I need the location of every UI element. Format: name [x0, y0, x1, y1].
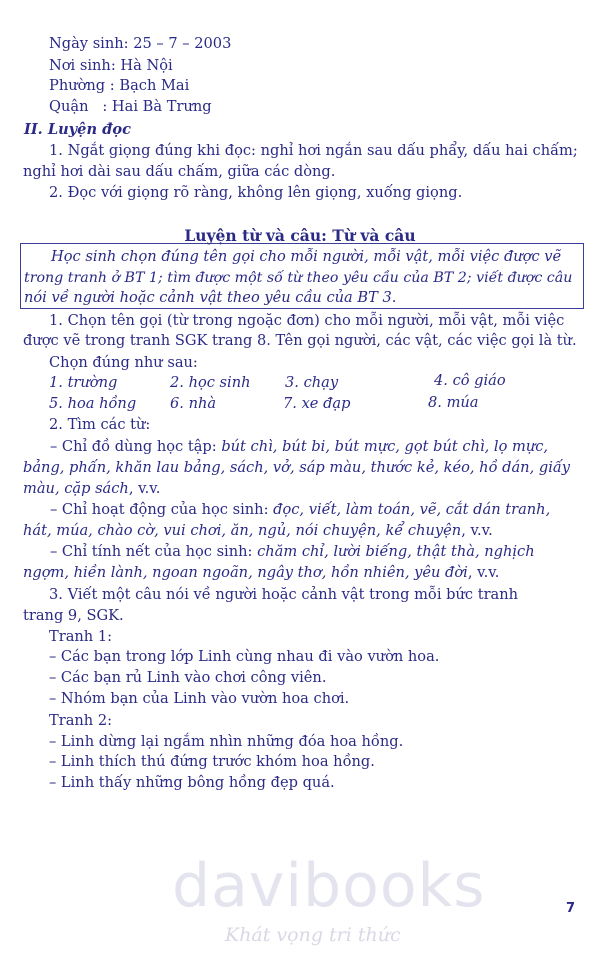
ex1-answer: 4. cô giáo	[434, 372, 506, 389]
ex3-line-2: trang 9, SGK.	[23, 607, 124, 624]
ex2-a-etc: , v.v.	[128, 480, 161, 497]
ex3-picture-2-item: – Linh dừng lại ngắm nhìn những đóa hoa hồng.	[49, 733, 404, 750]
reading-p2: 2. Đọc với giọng rõ ràng, không lên giọng, xuống giọng.	[49, 184, 463, 201]
objective-line-3: nói về người hoặc cảnh vật theo yêu cầu của BT 3.	[24, 289, 397, 306]
ex2-b-etc: , v.v.	[461, 522, 493, 539]
info-ward: Phường : Bạch Mai	[49, 77, 190, 94]
ex2-b-line-1	[50, 503, 550, 518]
objective-box	[20, 243, 584, 309]
reading-heading: II. Luyện đọc	[24, 121, 131, 138]
ex3-picture-1-item: – Nhóm bạn của Linh vào vườn hoa chơi.	[49, 690, 350, 707]
section-title: Luyện từ và câu: Từ và câu	[184, 226, 416, 245]
ex3-picture-1-label: Tranh 1:	[49, 628, 113, 645]
ex2-b-label: – Chỉ hoạt động của học sinh:	[50, 501, 274, 518]
ex3-picture-1-item: – Các bạn rủ Linh vào chơi công viên.	[49, 669, 327, 686]
ex2-c-label: – Chỉ tính nết của học sinh:	[50, 543, 258, 560]
ex2-c-words: chăm chỉ, lười biếng, thật thà, nghịch	[257, 543, 535, 560]
ex2-c-etc: , v.v.	[467, 564, 500, 581]
watermark-slogan: Khát vọng tri thức	[225, 924, 401, 946]
ex3-picture-2-item: – Linh thích thú đứng trước khóm hoa hồng.	[49, 753, 375, 770]
ex2-a-line-2: bảng, phấn, khăn lau bảng, sách, vở, sáp màu, thước kẻ, kéo, hồ dán, giấy	[23, 459, 571, 476]
ex1-line-3: Chọn đúng như sau:	[49, 354, 198, 371]
info-district: Quận : Hai Bà Trưng	[49, 98, 212, 115]
ex2-a-words: màu, cặp sách	[23, 480, 129, 497]
reading-p1b: nghỉ hơi dài sau dấu chấm, giữa các dòng.	[23, 163, 336, 180]
ex1-answer: 8. múa	[428, 394, 479, 411]
ex2-a-words: bút chì, bút bi, bút mực, gọt bút chì, lọ mực,	[221, 438, 549, 455]
ex1-line-2: được vẽ trong tranh SGK trang 8. Tên gọi người, các vật, các việc gọi là từ.	[23, 332, 577, 349]
info-dob: Ngày sinh: 25 – 7 – 2003	[49, 35, 232, 52]
ex1-answer: 6. nhà	[170, 395, 217, 412]
watermark-logo: davibooks	[172, 851, 486, 921]
ex2-c-line-2	[23, 566, 499, 581]
reading-p1a: 1. Ngắt giọng đúng khi đọc: nghỉ hơi ngắn sau dấu phẩy, dấu hai chấm;	[49, 142, 578, 159]
ex3-picture-1-item: – Các bạn trong lớp Linh cùng nhau đi vào vườn hoa.	[49, 648, 440, 665]
ex2-b-words: đọc, viết, làm toán, vẽ, cắt dán tranh,	[273, 501, 551, 518]
ex2-c-words: ngợm, hiền lành, ngoan ngoãn, ngây thơ, hồn nhiên, yêu đời	[23, 564, 468, 581]
ex1-answer: 5. hoa hồng	[49, 395, 137, 412]
ex2-a-line-3	[23, 482, 160, 497]
ex1-line-1: 1. Chọn tên gọi (từ trong ngoặc đơn) cho mỗi người, mỗi vật, mỗi việc	[49, 312, 565, 329]
ex1-answer: 1. trường	[49, 374, 118, 391]
ex2-b-words: hát, múa, chào cờ, vui chơi, ăn, ngủ, nói chuyện, kể chuyện	[23, 522, 462, 539]
ex3-picture-2-label: Tranh 2:	[49, 712, 113, 729]
ex3-picture-2-item: – Linh thấy những bông hồng đẹp quá.	[49, 774, 335, 791]
objective-line-1: Học sinh chọn đúng tên gọi cho mỗi người, mỗi vật, mỗi việc được vẽ	[51, 248, 562, 265]
ex1-answer: 3. chạy	[285, 374, 339, 391]
ex2-a-label: – Chỉ đồ dùng học tập:	[50, 438, 222, 455]
ex2-heading: 2. Tìm các từ:	[49, 416, 151, 433]
ex2-a-line-1	[50, 440, 548, 455]
ex1-answer: 2. học sinh	[170, 374, 251, 391]
page-number: 7	[566, 901, 576, 916]
ex3-line-1: 3. Viết một câu nói về người hoặc cảnh vật trong mỗi bức tranh	[49, 586, 519, 603]
ex2-c-line-1	[50, 545, 535, 560]
objective-line-2: trong tranh ở BT 1; tìm được một số từ theo yêu cầu của BT 2; viết được câu	[24, 270, 573, 286]
ex2-b-line-2	[23, 524, 493, 539]
info-pob: Nơi sinh: Hà Nội	[49, 57, 173, 74]
ex1-answer: 7. xe đạp	[283, 395, 351, 412]
